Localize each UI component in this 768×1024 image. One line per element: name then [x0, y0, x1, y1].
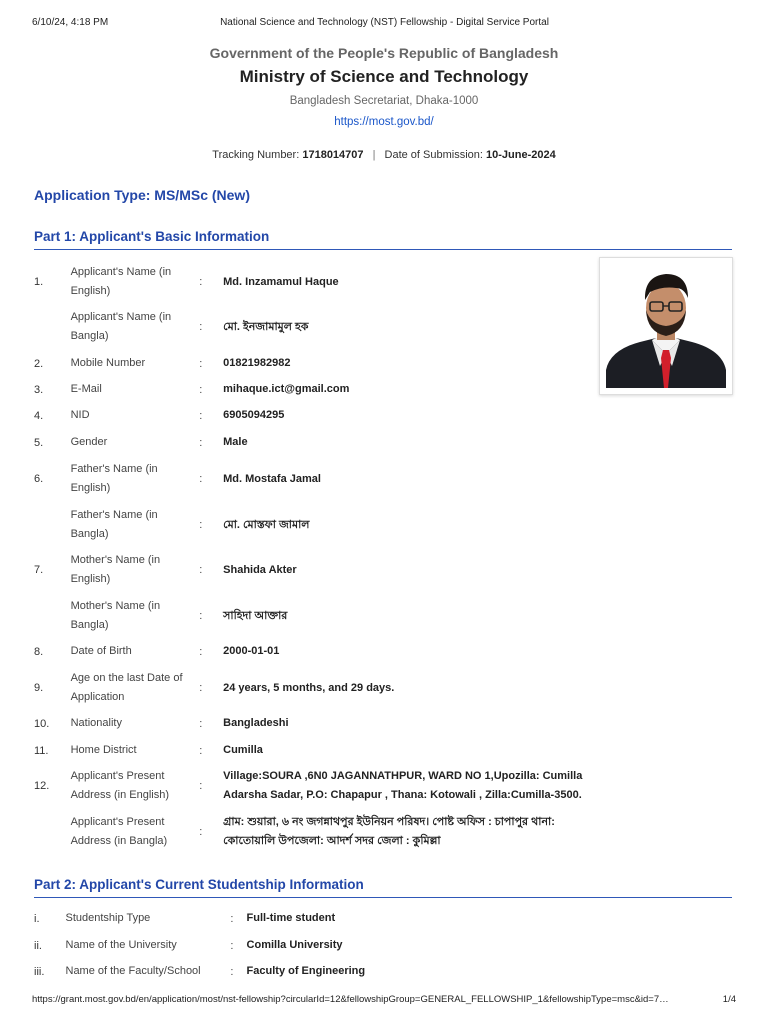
table-row: Applicant's Present Address (in Bangla) : গ্রাম: শুয়ারা, ৬ নং জগন্নাথপুর ইউনিয়ন পরিষদ। পোষ্ট অফিস : চাপাপুর থানা: কোতোয়ালি উপজেলা: আদর্শ সদর জেলা : কুমিল্লা — [34, 813, 594, 851]
tracking-separator: | — [372, 149, 376, 161]
row-value: Md. Mostafa Jamal — [223, 472, 321, 485]
government-name: Government of the People's Republic of Bangladesh — [209, 45, 559, 61]
submission-date: 10-June-2024 — [486, 149, 556, 161]
row-number: 10. — [34, 717, 50, 730]
row-value: 01821982982 — [223, 357, 291, 369]
table-row: i. Studentship Type : Full-time student — [34, 909, 594, 928]
row-value: Md. Inzamamul Haque — [223, 275, 339, 288]
table-row: 8. Date of Birth : 2000-01-01 — [34, 642, 594, 661]
table-row: 11. Home District : Cumilla — [34, 741, 594, 760]
part2-title: Part 2: Applicant's Current Studentship Information — [34, 877, 732, 898]
row-label: Home District — [70, 744, 137, 756]
row-value: Cumilla — [223, 744, 263, 756]
row-label: Mother's Name (in Bangla) — [70, 600, 161, 631]
print-date: 6/10/24, 4:18 PM — [32, 17, 109, 28]
application-type: Application Type: MS/MSc (New) — [34, 187, 250, 203]
submission-label: Date of Submission: — [384, 149, 483, 161]
row-number: 11. — [34, 744, 49, 757]
row-number: 12. — [34, 780, 50, 792]
row-number: 3. — [34, 383, 44, 396]
table-row: 9. Age on the last Date of Application : 24 years, 5 months, and 29 days. — [34, 669, 594, 707]
row-label: Applicant's Name (in Bangla) — [70, 311, 172, 342]
row-number: i. — [34, 912, 40, 925]
row-number: 9. — [34, 682, 44, 694]
table-row: 12. Applicant's Present Address (in English) : Village:SOURA ,6N0 JAGANNATHPUR, WARD NO 1,Upozilla: Cumilla Adarsha Sadar, P.O: Chapapur , Thana: Kotowali , Zilla:Cumilla-3500. — [34, 767, 594, 805]
person-photo-icon — [600, 258, 732, 394]
table-row: 3. E-Mail : mihaque.ict@gmail.com — [34, 380, 594, 399]
row-label: Mobile Number — [70, 357, 146, 369]
row-value: mihaque.ict@gmail.com — [223, 383, 350, 395]
row-label: E-Mail — [70, 383, 102, 395]
row-value: 24 years, 5 months, and 29 days. — [223, 681, 395, 694]
print-page-title: National Science and Technology (NST) Fellowship - Digital Service Portal — [220, 17, 549, 28]
tracking-label: Tracking Number: — [212, 149, 300, 161]
row-label: Applicant's Present Address (in English) — [70, 770, 170, 801]
row-value: মো. ইনজামামুল হক — [223, 320, 309, 333]
ministry-address: Bangladesh Secretariat, Dhaka-1000 — [289, 95, 479, 107]
table-row: 5. Gender : Male — [34, 433, 594, 452]
row-label: Age on the last Date of Application — [70, 672, 183, 703]
row-label: Name of the University — [65, 939, 177, 951]
row-label: Date of Birth — [70, 645, 132, 657]
row-label: Name of the Faculty/School — [65, 965, 201, 977]
row-number: 4. — [34, 409, 44, 422]
row-value: Comilla University — [246, 939, 343, 951]
row-value: Bangladeshi — [223, 717, 289, 729]
table-row: Applicant's Name (in Bangla) : মো. ইনজামামুল হক — [34, 308, 594, 346]
table-row: 4. NID : 6905094295 — [34, 406, 594, 425]
row-number: iii. — [34, 965, 45, 978]
row-value: গ্রাম: শুয়ারা, ৬ নং জগন্নাথপুর ইউনিয়ন পরিষদ। পোষ্ট অফিস : চাপাপুর থানা: কোতোয়ালি উপজেলা: আদর্শ সদর জেলা : কুমিল্লা — [223, 816, 555, 847]
row-label: NID — [70, 409, 90, 421]
row-label: Gender — [70, 436, 108, 448]
row-number: 6. — [34, 473, 44, 485]
row-label: Applicant's Present Address (in Bangla) — [70, 816, 168, 847]
table-row: Father's Name (in Bangla) : মো. মোস্তফা জামাল — [34, 506, 594, 544]
row-value: সাহিদা আক্তার — [223, 609, 288, 622]
table-row: 7. Mother's Name (in English) : Shahida Akter — [34, 551, 594, 589]
row-label: Nationality — [70, 717, 122, 729]
table-row: iii. Name of the Faculty/School : Faculty of Engineering — [34, 962, 594, 981]
table-row: Mother's Name (in Bangla) : সাহিদা আক্তার — [34, 597, 594, 635]
ministry-name: Ministry of Science and Technology — [239, 67, 529, 86]
row-number: 5. — [34, 436, 44, 449]
row-value: Male — [223, 436, 248, 448]
table-row: 10. Nationality : Bangladeshi — [34, 714, 594, 733]
tracking-number: 1718014707 — [302, 149, 364, 161]
table-row: 6. Father's Name (in English) : Md. Mostafa Jamal — [34, 460, 594, 498]
print-footer — [0, 994, 768, 1008]
row-label: Applicant's Name (in English) — [70, 266, 172, 297]
row-label: Mother's Name (in English) — [70, 554, 161, 585]
ministry-website-link[interactable]: https://most.gov.bd/ — [334, 116, 434, 128]
row-label: Father's Name (in Bangla) — [70, 509, 158, 540]
row-number: 7. — [34, 564, 44, 576]
print-header — [0, 17, 768, 31]
part1-title: Part 1: Applicant's Basic Information — [34, 229, 732, 250]
table-row: ii. Name of the University : Comilla University — [34, 936, 594, 955]
row-value: Faculty of Engineering — [246, 965, 366, 977]
row-number: 2. — [34, 357, 44, 370]
row-value: Shahida Akter — [223, 563, 297, 576]
applicant-photo — [599, 257, 733, 395]
row-number: 1. — [34, 276, 44, 288]
row-number: 8. — [34, 645, 44, 658]
row-value: মো. মোস্তফা জামাল — [223, 518, 310, 531]
row-value: Full-time student — [246, 912, 336, 924]
document-header — [0, 44, 768, 130]
tracking-line — [0, 149, 768, 161]
row-label: Father's Name (in English) — [70, 463, 158, 494]
table-row: 1. Applicant's Name (in English) : Md. Inzamamul Haque — [34, 263, 594, 301]
row-value: Village:SOURA ,6N0 JAGANNATHPUR, WARD NO 1,Upozilla: Cumilla Adarsha Sadar, P.O: Chapapur , Thana: Kotowali , Zilla:Cumilla-3500. — [223, 770, 583, 801]
page-number: 1/4 — [722, 994, 736, 1005]
table-row: 2. Mobile Number : 01821982982 — [34, 354, 594, 373]
row-label: Studentship Type — [65, 912, 151, 924]
print-url: https://grant.most.gov.bd/en/application/most/nst-fellowship?circularId=12&fellowshipGroup=GENERAL_FELLOWSHIP_1&fellowshipType=msc&id=7… — [32, 994, 669, 1005]
row-value: 2000-01-01 — [223, 645, 280, 657]
row-number: ii. — [34, 939, 42, 952]
row-value: 6905094295 — [223, 409, 285, 421]
